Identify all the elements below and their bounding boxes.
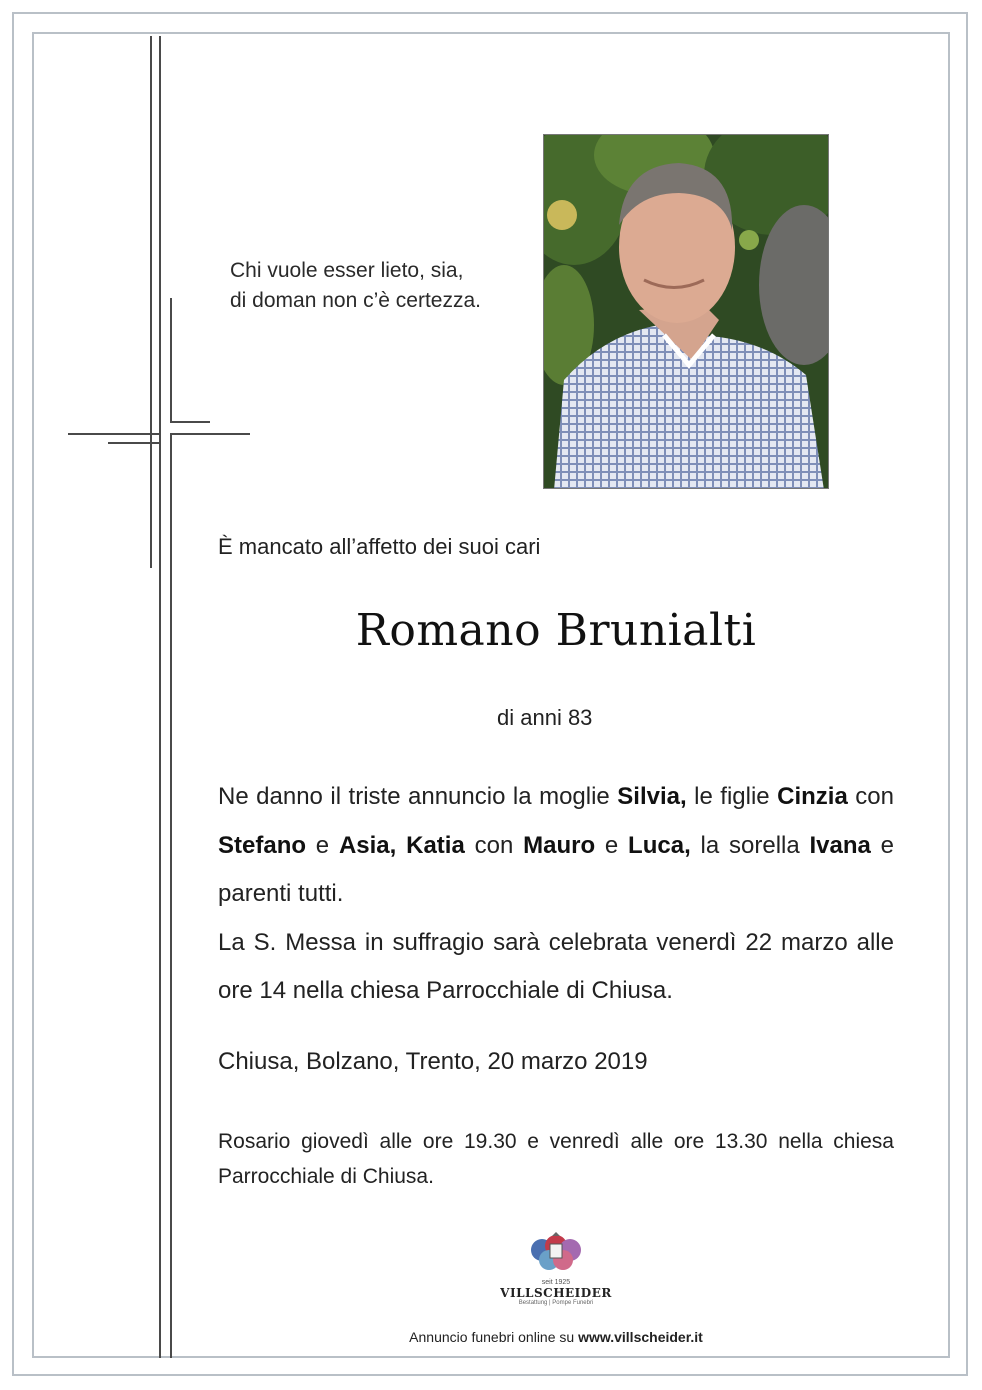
- logo-name: VILLSCHEIDER: [500, 1286, 612, 1300]
- coat-of-arms-icon: [528, 1232, 584, 1274]
- name-mauro: Mauro: [523, 831, 596, 859]
- logo-subtitle: Bestattung | Pompe Funebri: [518, 1300, 594, 1306]
- name-asia-katia: Asia, Katia: [338, 831, 465, 859]
- name-silvia: Silvia,: [617, 783, 687, 810]
- age-text: di anni 83: [497, 705, 593, 730]
- portrait-photo: [543, 134, 829, 489]
- quote-line-2: di doman non c’è certezza.: [230, 289, 481, 312]
- name-luca: Luca,: [628, 831, 691, 859]
- footer-text: Annuncio funebri online su: [409, 1329, 579, 1345]
- name-stefano: Stefano: [218, 831, 307, 859]
- rosary-info: Rosario giovedì alle ore 19.30 e venredì alle ore 13.30 nella chiesa Parrocchiale di Chiusa.: [218, 1130, 894, 1188]
- announcement-text: Ne danno il triste annuncio la moglie Silvia, le figlie Cinzia con Stefano e Asia, Katia con Mauro e Luca, la sorella Ivana e parenti tutti. La S. Messa in suffragio sarà celebrata venerdì 22 marzo alle ore 14 nella chiesa Parrocchiale di Chiusa.: [218, 773, 894, 1016]
- website-link[interactable]: www.villscheider.it: [578, 1329, 703, 1345]
- footer: [0, 1329, 982, 1345]
- name-ivana: Ivana: [809, 831, 871, 859]
- mass-info: La S. Messa in suffragio sarà celebrata venerdì 22 marzo alle ore 14 nella chiesa Parrocchiale di Chiusa.: [218, 928, 894, 1004]
- intro-text: È mancato all’affetto dei suoi cari: [218, 534, 541, 559]
- villscheider-logo: [491, 1232, 621, 1306]
- quote-line-1: Chi vuole esser lieto, sia,: [230, 259, 464, 282]
- place-date: Chiusa, Bolzano, Trento, 20 marzo 2019: [218, 1048, 648, 1075]
- deceased-name: Romano Brunialti: [355, 605, 757, 656]
- epigraph-quote: [230, 256, 481, 316]
- logo-since: seit 1925: [541, 1279, 571, 1286]
- name-cinzia: Cinzia: [777, 783, 848, 810]
